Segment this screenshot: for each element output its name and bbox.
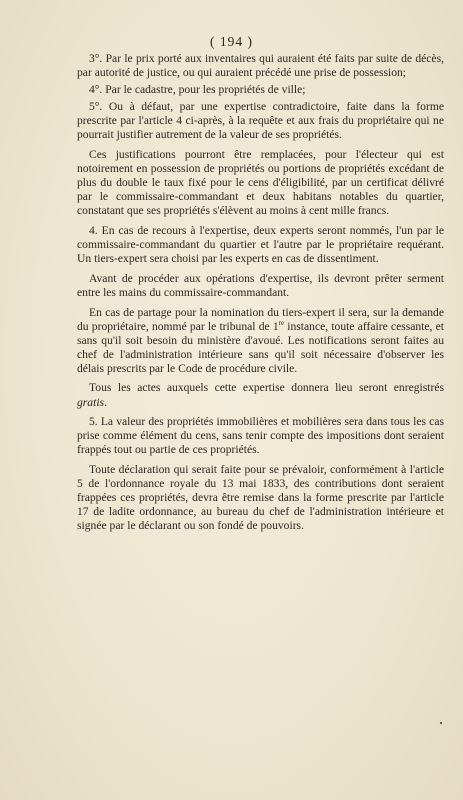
- gratis-italic: gratis: [77, 395, 105, 409]
- tiers-expert-text-end: instance, toute affaire cessante, et sans qu'il soit besoin du ministère d'avoué. Les notifications seront faites au chef de l'administration intérieure sans qu'il soit nécessaire d'observer les délais prescrits par le Code de procédure civile.: [77, 319, 444, 375]
- paragraph-justifications: Ces justifications pourront être remplacées, pour l'électeur qui est notoirement en possession de propriétés ou portions de propriétés excédant de plus du double le taux fixé pour le cens d'éligibilité, par un certificat délivré par le commissaire-commandant et deux habitans notables du quartier, constatant que ses propriétés s'élèvent au moins à cent mille francs.: [77, 148, 444, 218]
- tiers-expert-text-start: En cas de partage pour la nomination du tiers-expert il sera, sur la demande du propriétaire, nommé par le tribunal de 1: [77, 305, 444, 333]
- registration-period: .: [104, 395, 107, 409]
- ordinal-superscript: re: [278, 318, 285, 327]
- paragraph-tiers-expert: [77, 306, 444, 376]
- page-number: ( 194 ): [210, 34, 253, 49]
- paragraph-registration: [77, 381, 444, 409]
- registration-text: Tous les actes auxquels cette expertise donnera lieu seront enregistrés: [89, 381, 444, 395]
- body-text: [77, 52, 444, 539]
- paragraph-cadastre: 4°. Par le cadastre, pour les propriétés de ville;: [89, 83, 306, 97]
- paragraph-expertise: 5°. Ou à défaut, par une expertise contradictoire, faite dans la forme prescrite par l'article 4 ci-après, à la requête et aux frais du propriétaire qui ne pourrait justifier autrement de la valeur de ses propriétés.: [77, 100, 444, 142]
- ink-speck: [440, 722, 442, 724]
- paragraph-article-4: 4. En cas de recours à l'expertise, deux experts seront nommés, l'un par le commissaire-commandant du quartier et l'autre par le propriétaire requérant. Un tiers-expert sera choisi par les experts en cas de dissentiment.: [77, 224, 444, 266]
- paragraph-article-5: 5. La valeur des propriétés immobilières et mobilières sera dans tous les cas prise comme élément du cens, sans tenir compte des impositions dont seraient frappés tout ou partie de ces propriétés.: [77, 415, 444, 457]
- paragraph-declaration: Toute déclaration qui serait faite pour se prévaloir, conformément à l'article 5 de l'ordonnance royale du 13 mai 1833, des contributions dont seraient frappées ces propriétés, devra être remise dans la forme prescrite par l'article 17 de ladite ordonnance, au bureau du chef de l'administration intérieure et signée par le déclarant ou son fondé de pouvoirs.: [77, 462, 444, 533]
- paragraph-oath: Avant de procéder aux opérations d'expertise, ils devront prêter serment entre les mains du commissaire-commandant.: [77, 271, 444, 299]
- paragraph-inventory-price: 3°. Par le prix porté aux inventaires qui auraient été faits par suite de décès, par autorité de justice, ou qui auraient précédé une prise de possession;: [77, 52, 444, 80]
